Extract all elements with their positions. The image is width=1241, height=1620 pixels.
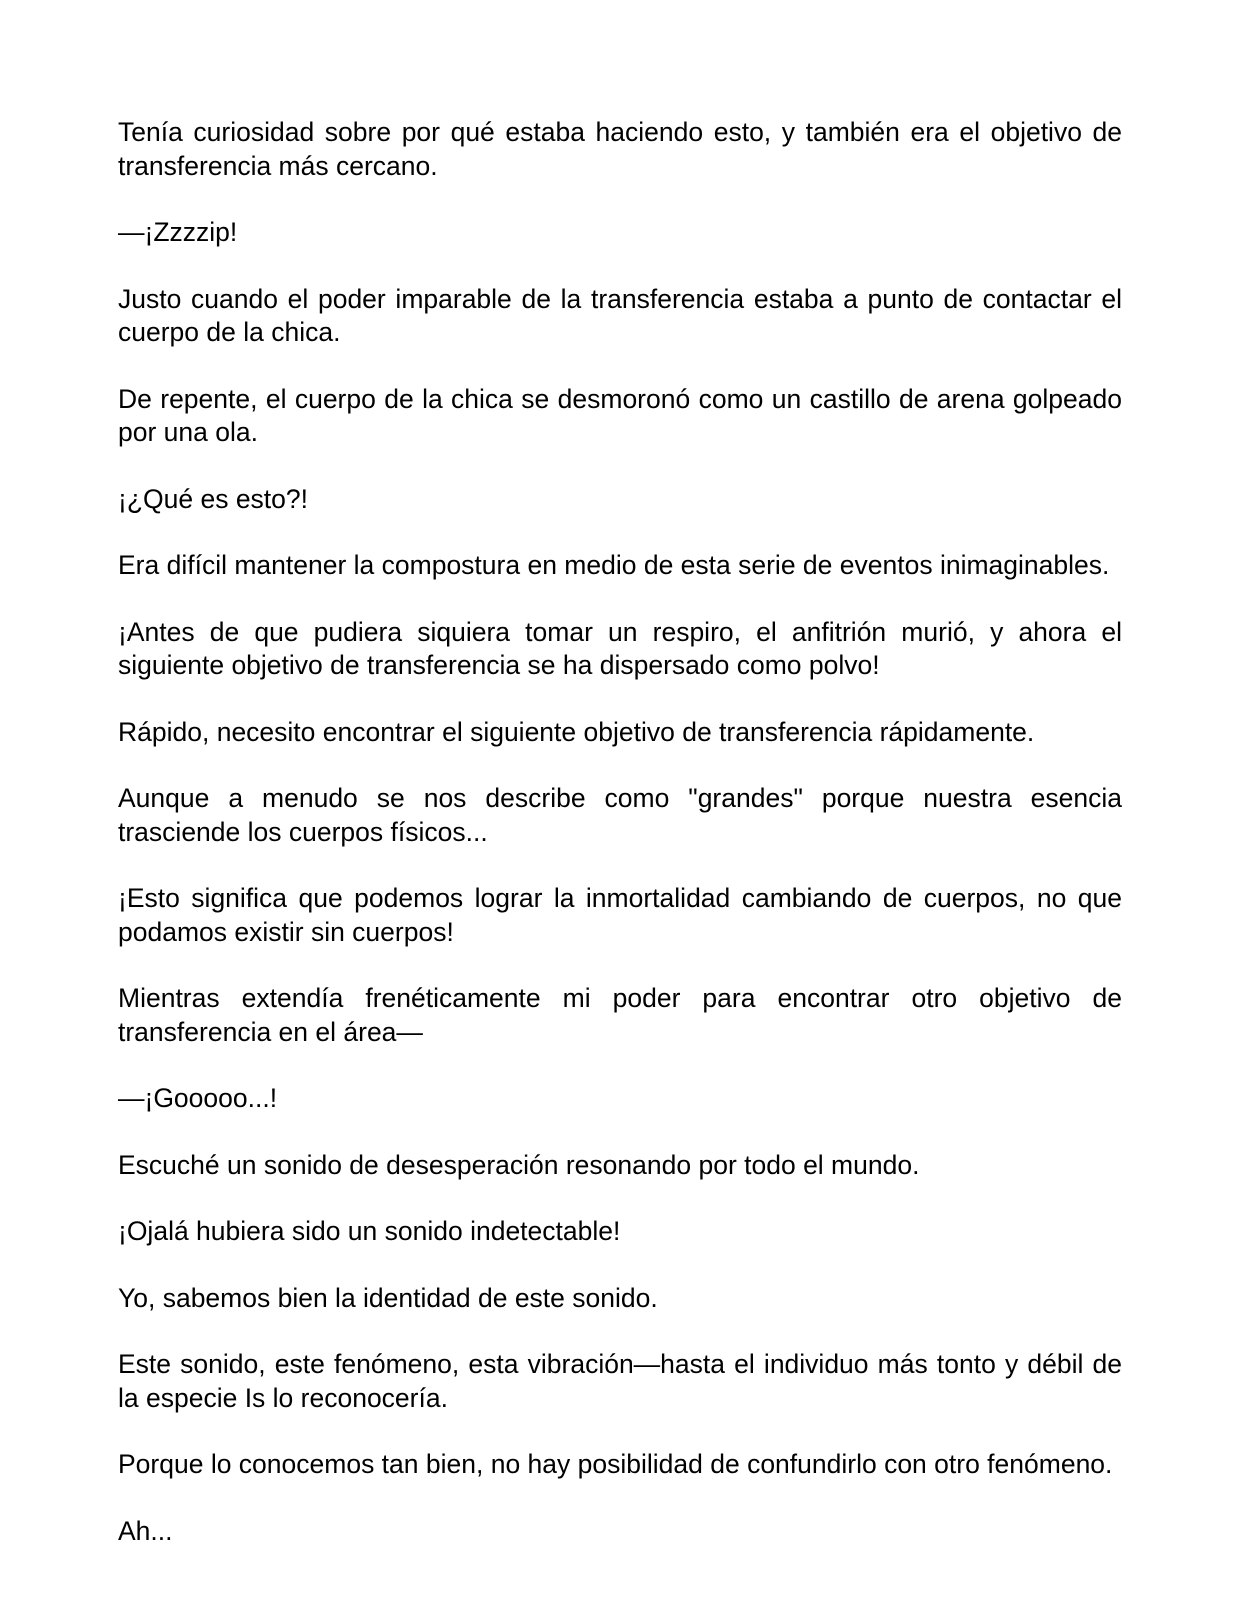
paragraph: Era difícil mantener la compostura en medio de esta serie de eventos inimaginables. <box>118 550 1110 580</box>
paragraph: ¡Antes de que pudiera siquiera tomar un respiro, el anfitrión murió, y ahora el siguiente objetivo de transferencia se ha dispersado como polvo! <box>118 616 1122 680</box>
paragraph: Tenía curiosidad sobre por qué estaba haciendo esto, y también era el objetivo de transferencia más cercano. <box>118 117 1122 181</box>
paragraph: Escuché un sonido de desesperación resonando por todo el mundo. <box>118 1149 920 1180</box>
paragraph: Ah... <box>118 1515 173 1546</box>
paragraph: Mientras extendía frenéticamente mi poder para encontrar otro objetivo de transferencia en el área— <box>118 983 1122 1047</box>
paragraph: Justo cuando el poder imparable de la transferencia estaba a punto de contactar el cuerpo de la chica. <box>118 283 1122 347</box>
paragraph: Yo, sabemos bien la identidad de este sonido. <box>118 1282 658 1313</box>
paragraph: Porque lo conocemos tan bien, no hay posibilidad de confundirlo con otro fenómeno. <box>118 1449 1113 1479</box>
paragraph: ¡Ojalá hubiera sido un sonido indetectable! <box>118 1216 621 1246</box>
paragraph: Rápido, necesito encontrar el siguiente objetivo de transferencia rápidamente. <box>118 716 1035 747</box>
paragraph: ¡Esto significa que podemos lograr la inmortalidad cambiando de cuerpos, no que podamos existir sin cuerpos! <box>118 883 1122 947</box>
paragraph: —¡Zzzzip! <box>118 217 238 247</box>
document-body <box>118 116 1122 1581</box>
paragraph: —¡Gooooo...! <box>118 1083 278 1113</box>
paragraph: Aunque a menudo se nos describe como "grandes" porque nuestra esencia trasciende los cuerpos físicos... <box>118 783 1122 847</box>
paragraph: De repente, el cuerpo de la chica se desmoronó como un castillo de arena golpeado por una ola. <box>118 383 1122 447</box>
paragraph: ¡¿Qué es esto?! <box>118 483 309 514</box>
paragraph: Este sonido, este fenómeno, esta vibración—hasta el individuo más tonto y débil de la especie Is lo reconocería. <box>118 1349 1122 1413</box>
